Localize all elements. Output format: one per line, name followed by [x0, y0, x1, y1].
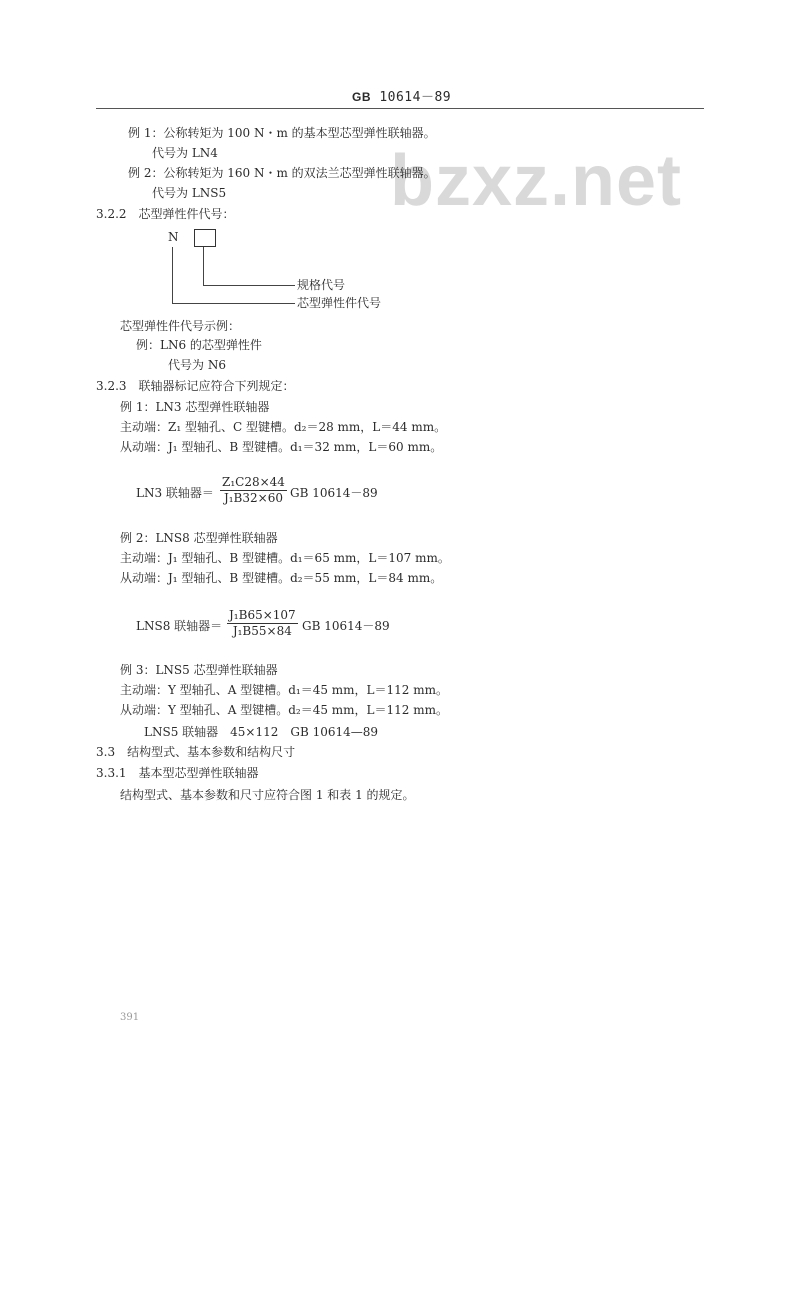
example-1-code: 代号为 LN4 [152, 146, 218, 160]
marking-example-3-driven: 从动端：Y 型轴孔、A 型键槽。d₂＝45 mm，L＝112 mm。 [120, 703, 448, 717]
marking-example-2-driven: 从动端：J₁ 型轴孔、B 型键槽。d₂＝55 mm，L＝84 mm。 [120, 571, 443, 585]
section-3-2-2: 3.2.2 芯型弹性件代号： [96, 207, 235, 221]
marking-example-3-title: 例 3：LNS5 芯型弹性联轴器 [120, 663, 278, 677]
marking-1-fraction [220, 476, 287, 505]
element-example: 例：LN6 的芯型弹性件 [136, 338, 262, 352]
marking-3-mark: LNS5 联轴器 45×112 GB 10614—89 [144, 725, 379, 739]
marking-2-fraction [227, 609, 298, 638]
spec-leader-vertical [203, 247, 204, 285]
element-code-label: 芯型弹性件代号 [297, 296, 382, 310]
section-3-3: 3.3 结构型式、基本参数和结构尺寸 [96, 745, 296, 759]
watermark: bzxz.net [390, 141, 683, 221]
marking-1-prefix: LN3 联轴器＝ [136, 486, 214, 500]
marking-example-1-title: 例 1：LN3 芯型弹性联轴器 [120, 400, 270, 414]
marking-1-numerator: Z₁C28×44 [220, 476, 287, 491]
marking-2-prefix: LNS8 联轴器＝ [136, 619, 223, 633]
section-3-3-1: 3.3.1 基本型芯型弹性联轴器 [96, 766, 259, 780]
element-leader-vertical [172, 247, 173, 303]
marking-1-denominator: J₁B32×60 [223, 491, 283, 506]
marking-2-standard: GB 10614－89 [302, 619, 390, 633]
element-leader-horizontal [172, 303, 295, 304]
section-3-3-1-text: 结构型式、基本参数和尺寸应符合图 1 和表 1 的规定。 [120, 788, 415, 802]
marking-example-3-drive: 主动端：Y 型轴孔、A 型键槽。d₁＝45 mm，L＝112 mm。 [120, 683, 448, 697]
diagram-letter-n: N [168, 230, 179, 244]
spec-leader-horizontal [203, 285, 295, 286]
header-rule [96, 108, 704, 109]
element-example-title: 芯型弹性件代号示例： [120, 319, 241, 333]
marking-example-1-driven: 从动端：J₁ 型轴孔、B 型键槽。d₁＝32 mm，L＝60 mm。 [120, 440, 443, 454]
standard-number: 10614－89 [379, 90, 452, 105]
element-example-code: 代号为 N6 [168, 358, 226, 372]
marking-1-standard: GB 10614－89 [290, 486, 378, 500]
spec-code-label: 规格代号 [297, 278, 346, 292]
example-2-code: 代号为 LNS5 [152, 186, 227, 200]
example-2: 例 2：公称转矩为 160 N・m 的双法兰芯型弹性联轴器。 [128, 166, 436, 180]
example-1: 例 1：公称转矩为 100 N・m 的基本型芯型弹性联轴器。 [128, 126, 436, 140]
marking-example-1-drive: 主动端：Z₁ 型轴孔、C 型键槽。d₂＝28 mm，L＝44 mm。 [120, 420, 447, 434]
marking-example-2-drive: 主动端：J₁ 型轴孔、B 型键槽。d₁＝65 mm，L＝107 mm。 [120, 551, 450, 565]
spec-code-box [194, 229, 216, 247]
marking-2-numerator: J₁B65×107 [227, 609, 298, 624]
page-header [352, 91, 451, 104]
section-3-2-3: 3.2.3 联轴器标记应符合下列规定： [96, 379, 295, 393]
marking-2-denominator: J₁B55×84 [232, 624, 292, 639]
page-number: 391 [120, 1012, 140, 1023]
marking-example-2-title: 例 2：LNS8 芯型弹性联轴器 [120, 531, 278, 545]
standard-prefix: GB [352, 90, 371, 104]
